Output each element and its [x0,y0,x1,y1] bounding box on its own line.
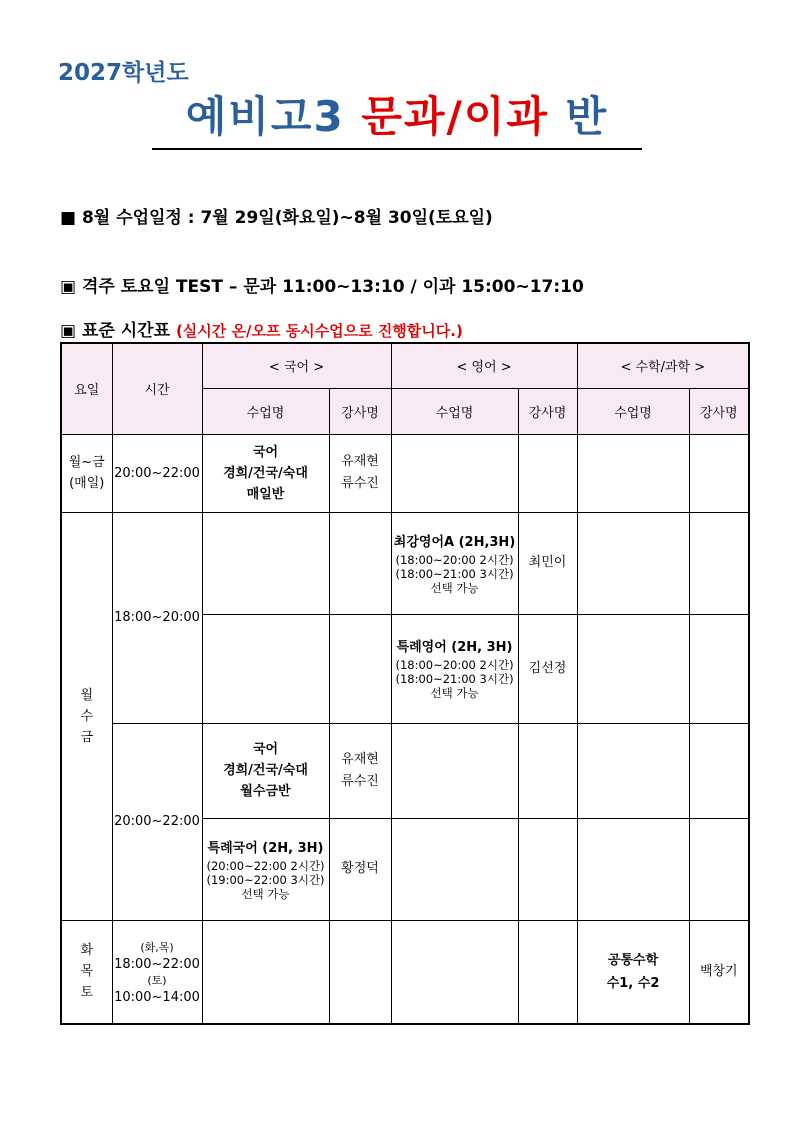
header-class-name: 수업명 [202,388,329,434]
header-class-name: 수업명 [391,388,518,434]
teacher-cell: 유재현 류수진 [329,434,391,512]
teacher-cell: 최민이 [518,512,577,614]
class-detail: (20:00~22:00 2시간) (19:00~22:00 3시간) 선택 가능 [206,858,325,901]
teacher-cell: 유재현 류수진 [329,723,391,818]
empty-cell [577,723,689,818]
empty-cell [391,434,518,512]
teacher-cell: 백창기 [689,920,749,1024]
empty-cell [202,920,329,1024]
year-label: 2027학년도 [58,60,189,86]
title-part-red: 문과/이과 [361,92,549,141]
class-cell: 국어 경희/건국/숙대 월수금반 [202,723,329,818]
empty-cell [391,920,518,1024]
header-class-name: 수업명 [577,388,689,434]
empty-cell [329,512,391,614]
empty-cell [689,818,749,920]
header-korean: < 국어 > [202,343,391,388]
time-cell: 20:00~22:00 [112,723,202,920]
day-cell: 화 목 토 [61,920,112,1024]
class-cell [391,512,518,614]
class-cell [202,818,329,920]
header-teacher: 강사명 [329,388,391,434]
timetable-heading [60,316,463,341]
header-english: < 영어 > [391,343,577,388]
class-detail: (18:00~20:00 2시간) (18:00~21:00 3시간) 선택 가능 [395,552,514,595]
class-title: 특례국어 (2H, 3H) [207,840,324,856]
empty-cell [577,434,689,512]
empty-cell [518,920,577,1024]
empty-cell [577,818,689,920]
timetable-label: ▣ 표준 시간표 [60,321,171,341]
empty-cell [518,723,577,818]
page-title [152,88,642,150]
class-cell [391,614,518,723]
time-cell: 18:00~20:00 [112,512,202,723]
empty-cell [689,614,749,723]
teacher-cell: 김선정 [518,614,577,723]
class-cell: 공통수학 수1, 수2 [577,920,689,1024]
header-math: < 수학/과학 > [577,343,749,388]
class-title: 최강영어A (2H,3H) [393,534,516,550]
schedule-line: ■ 8월 수업일정 : 7월 29일(화요일)~8월 30일(토요일) [60,208,493,228]
time-cell: 20:00~22:00 [112,434,202,512]
empty-cell [518,818,577,920]
test-line: ▣ 격주 토요일 TEST – 문과 11:00~13:10 / 이과 15:00~17:10 [60,277,584,297]
timetable-note: (실시간 온/오프 동시수업으로 진행합니다.) [175,322,463,340]
class-cell: 국어 경희/건국/숙대 매일반 [202,434,329,512]
header-day: 요일 [61,343,112,434]
title-part-blue: 예비고3 [185,92,345,141]
title-part-end: 반 [565,92,609,141]
empty-cell [391,818,518,920]
day-cell: 월 수 금 [61,512,112,920]
time-label: (화,목) [140,940,174,954]
time-value: 10:00~14:00 [114,989,200,1005]
teacher-cell: 황정덕 [329,818,391,920]
day-cell: 월~금 (매일) [61,434,112,512]
time-cell [112,920,202,1024]
empty-cell [577,512,689,614]
empty-cell [202,512,329,614]
empty-cell [518,434,577,512]
header-teacher: 강사명 [689,388,749,434]
header-time: 시간 [112,343,202,434]
empty-cell [689,434,749,512]
time-value: 18:00~22:00 [114,956,200,972]
class-title: 특례영어 (2H, 3H) [396,640,513,655]
empty-cell [329,614,391,723]
header-teacher: 강사명 [518,388,577,434]
empty-cell [391,723,518,818]
class-detail: (18:00~20:00 2시간) (18:00~21:00 3시간) 선택 가능 [395,658,514,700]
timetable [60,342,750,1025]
empty-cell [689,512,749,614]
empty-cell [577,614,689,723]
empty-cell [689,723,749,818]
empty-cell [202,614,329,723]
empty-cell [329,920,391,1024]
time-label: (토) [147,973,167,987]
